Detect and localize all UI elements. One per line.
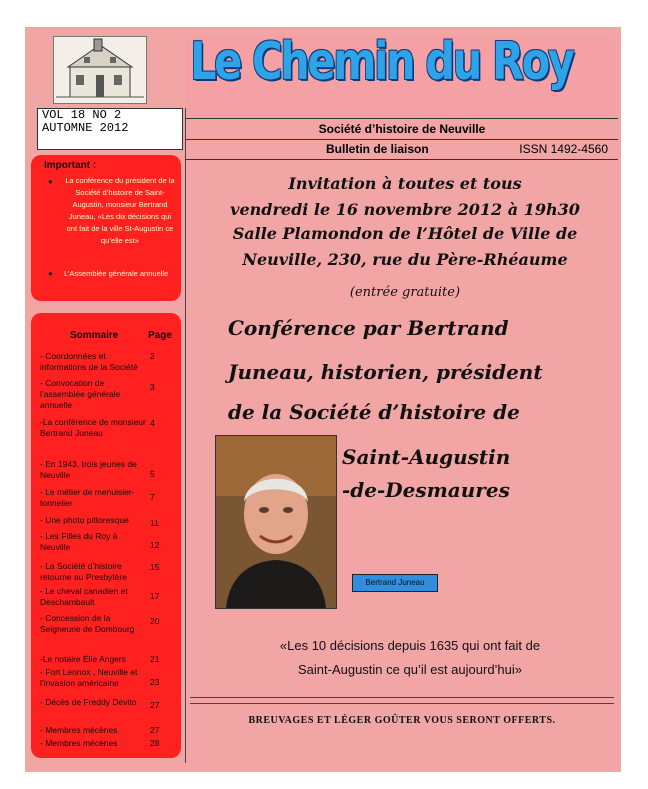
column-divider <box>185 108 186 763</box>
masthead <box>186 36 616 118</box>
toc-item: - Le cheval canadien et Deschambault <box>40 586 128 607</box>
toc-item: - Concession de la Seigneurie de Dombourg <box>40 613 135 634</box>
conference-line-3: de la Société d’histoire de <box>228 400 520 424</box>
divider <box>190 697 614 698</box>
conference-line-2: Juneau, historien, président <box>228 360 543 384</box>
toc-page: 4 <box>150 418 155 428</box>
footer-notice: BREUVAGES ET LÉGER GOÛTER VOUS SERONT OFFERTS. <box>248 715 556 726</box>
toc-title: Sommaire <box>70 330 119 341</box>
toc-page: 23 <box>150 677 160 687</box>
bulletin-label: Bulletin de liaison <box>326 142 429 156</box>
toc-page-label: Page <box>148 330 172 341</box>
toc-item: - Membres mécènes <box>40 738 118 748</box>
toc-page: 12 <box>150 540 160 550</box>
toc-item: - Les Filles du Roy à Neuville <box>40 531 118 552</box>
issue-season: AUTOMNE 2012 <box>42 121 129 135</box>
important-item-1: La conférence du président de la Société d’histoire de Saint-Augustin, monsieur Bertrand Juneau, «Les dix décisions qui ont fait de la ville St-Augustin ce qu’elle est» <box>65 176 175 245</box>
toc-item: - La Société d’histoire retourne au Presbytère <box>40 561 127 582</box>
conference-line-4: Saint-Augustin <box>342 445 511 469</box>
toc-item: - En 1943, trois jeunes de Neuville <box>40 459 137 480</box>
toc-item: - Le métier de menuisier-tonnelier <box>40 487 135 508</box>
toc-item: - Décès de Freddy Devito <box>40 697 137 707</box>
society-name: Société d’histoire de Neuville <box>186 118 618 140</box>
toc-item: - Une photo pittoresque <box>40 515 129 525</box>
divider <box>190 703 614 704</box>
house-logo <box>53 36 147 104</box>
toc-item: - Membres mécènes <box>40 725 118 735</box>
important-title: Important : <box>44 160 97 171</box>
quote-line-2: Saint-Augustin ce qu’il est aujourd’hui» <box>297 662 523 677</box>
toc-page: 3 <box>150 382 155 392</box>
issue-box <box>37 108 183 150</box>
bullet-icon: ● <box>48 269 53 278</box>
toc-item: - Convocation de l’assemblée générale annuelle <box>40 378 121 410</box>
toc-page: 15 <box>150 562 160 572</box>
quote-line-1: «Les 10 décisions depuis 1635 qui ont fait de <box>279 638 541 653</box>
conference-line-1: Conférence par Bertrand <box>228 316 509 340</box>
important-item-2: L’Assemblée générale annuelle <box>64 269 169 278</box>
toc-item: -Le notaire Élie Angers <box>40 654 126 664</box>
masthead-title: Le Chemin du Roy <box>190 36 573 92</box>
toc-page: 17 <box>150 591 160 601</box>
toc-page: 5 <box>150 469 155 479</box>
free-entry: (entrée gratuite) <box>349 285 461 300</box>
invitation-line-4: Neuville, 230, rue du Père-Rhéaume <box>242 250 568 269</box>
bullet-icon: ● <box>48 177 53 186</box>
issn: ISSN 1492-4560 <box>519 142 608 156</box>
toc-item: -La conférence de monsieur Bertrand Juneau <box>40 417 146 438</box>
photo-caption: Bertrand Juneau <box>352 574 438 592</box>
toc-page: 27 <box>150 725 160 735</box>
invitation-line-2: vendredi le 16 novembre 2012 à 19h30 <box>230 200 580 219</box>
toc-page: 7 <box>150 492 155 502</box>
invitation-line-1: Invitation à toutes et tous <box>288 174 522 193</box>
toc-page: 2 <box>150 351 155 361</box>
invitation-line-3: Salle Plamondon de l’Hôtel de Ville de <box>232 224 578 243</box>
toc-page: 11 <box>150 518 159 528</box>
toc-page: 21 <box>150 654 160 664</box>
speaker-photo <box>215 435 337 609</box>
toc-item: - Fort Lennox , Neuville et l’invasion américaine <box>40 667 138 688</box>
bulletin-row <box>186 139 618 160</box>
toc-item: - Coordonnées et informations de la Société <box>40 351 138 372</box>
conference-line-5: -de-Desmaures <box>342 478 510 502</box>
issue-volume: VOL 18 NO 2 <box>42 108 122 122</box>
toc-page: 20 <box>150 616 160 626</box>
toc-page: 27 <box>150 700 160 710</box>
toc-page: 28 <box>150 738 160 748</box>
